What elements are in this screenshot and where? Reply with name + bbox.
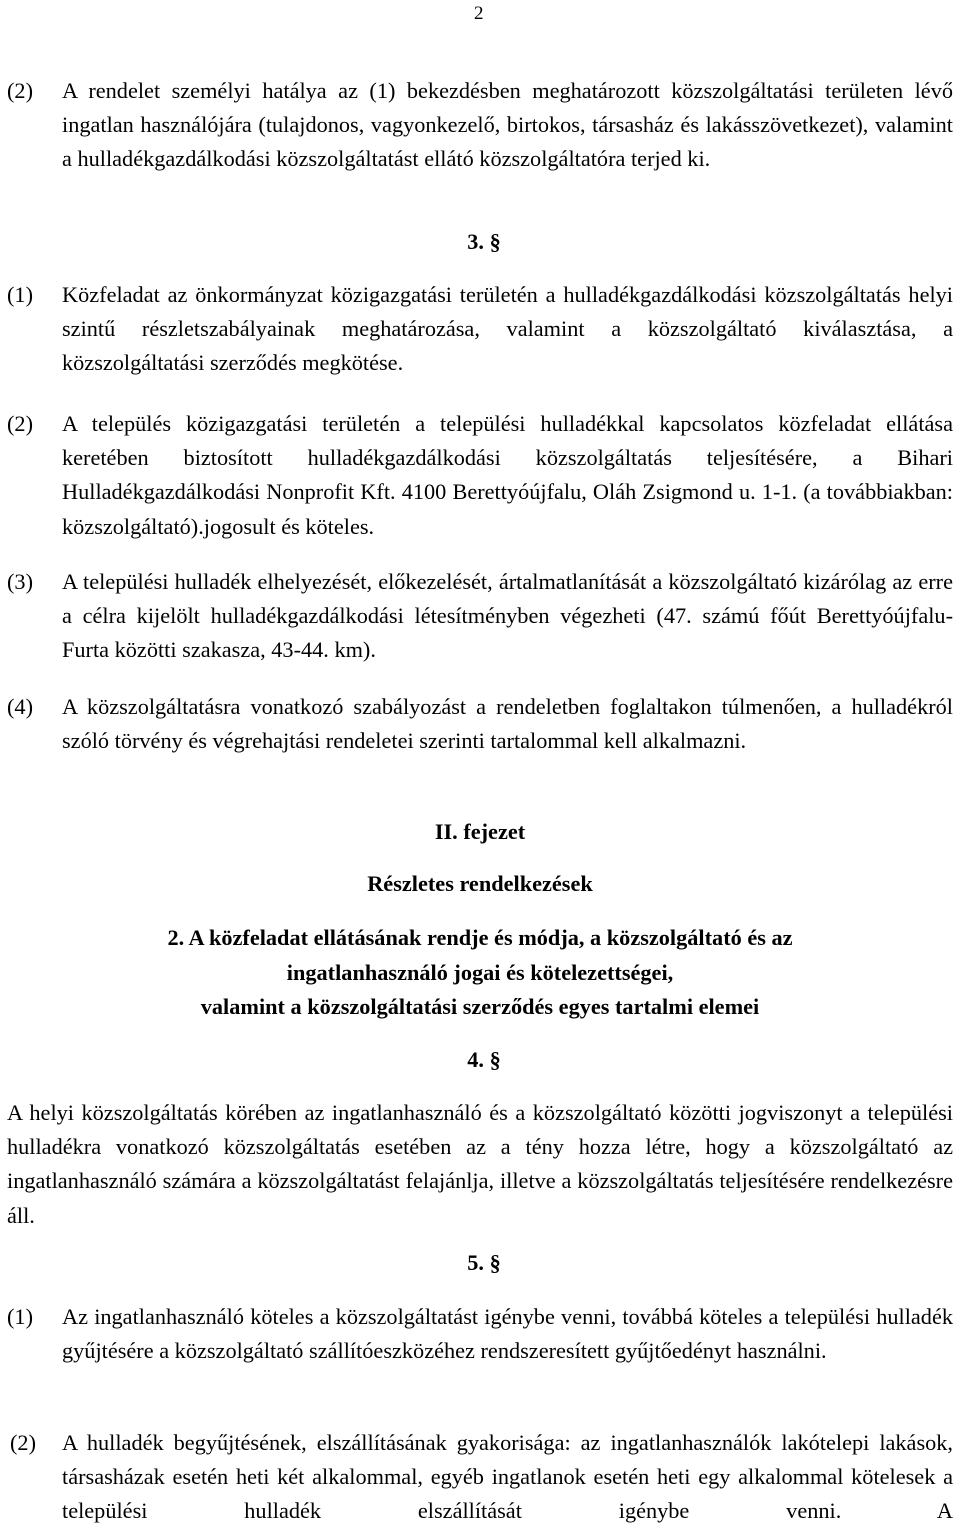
paragraph-number: (2): [7, 78, 33, 103]
paragraph-number: (1): [7, 282, 33, 307]
subtitle-line-3: valamint a közszolgáltatási szerződés egyes tartalmi elemei: [200, 994, 760, 1019]
paragraph-text: A települési hulladék elhelyezését, előkezelését, ártalmatlanítását a közszolgáltató kizárólag az erre a célra kijelölt hulladékgazdálkodási létesítményben végezheti (47. számú főút Berettyóújfalu-Furta közötti szakasza, 43-44. km).: [62, 569, 953, 663]
page-number: 2: [474, 3, 484, 24]
paragraph-3-2: [7, 407, 953, 544]
paragraph-text: A rendelet személyi hatálya az (1) bekezdésben meghatározott közszolgáltatási területen lévő ingatlan használójára (tulajdonos, vagyonkezelő, birtokos, társasház és lakásszövetkezet), valamint a hulladékgazdálkodási közszolgáltatást ellátó közszolgáltatóra terjed ki.: [62, 78, 953, 172]
paragraph-text: A közszolgáltatásra vonatkozó szabályozást a rendeletben foglaltakon túlmenően, a hulladékról szóló törvény és végrehajtási rendeletei szerinti tartalommal kell alkalmazni.: [62, 694, 953, 754]
paragraph-text: A hulladék begyűjtésének, elszállításának gyakorisága: az ingatlanhasználók lakótelepi lakások, társasházak esetén heti két alkalommal, egyéb ingatlanok esetén heti egy alkalommal kötelesek a települési hulladék elszállítását igénybe venni. A: [62, 1430, 953, 1524]
paragraph-2-2: [7, 74, 953, 177]
paragraph-number: (1): [7, 1304, 33, 1329]
section-3-heading: 3. §: [467, 229, 501, 254]
paragraph-3-3: [7, 565, 953, 668]
section-4-heading: 4. §: [467, 1047, 501, 1072]
paragraph-number: (3): [7, 569, 33, 594]
chapter-title: Részletes rendelkezések: [367, 871, 593, 896]
paragraph-3-1: [7, 278, 953, 381]
paragraph-text: Az ingatlanhasználó köteles a közszolgáltatást igénybe venni, továbbá köteles a települési hulladék gyűjtésére a közszolgáltató szállítóeszközéhez rendszeresített gyűjtőedényt használni.: [62, 1304, 953, 1364]
subtitle-line-1: 2. A közfeladat ellátásának rendje és módja, a közszolgáltató és az: [167, 925, 793, 950]
paragraph-number: (2): [7, 411, 33, 436]
paragraph-3-4: [7, 690, 953, 758]
paragraph-number: (4): [7, 694, 33, 719]
paragraph-text: Közfeladat az önkormányzat közigazgatási területén a hulladékgazdálkodási közszolgáltatás helyi szintű részletszabályainak meghatározása, valamint a közszolgáltató kiválasztása, a közszolgáltatási szerződés megkötése.: [62, 282, 953, 376]
paragraph-5-1: [7, 1300, 953, 1368]
paragraph-text: A település közigazgatási területén a települési hulladékkal kapcsolatos közfeladat ellátása keretében biztosított hulladékgazdálkodási közszolgáltatás teljesítésére, a Bihari Hulladékgazdálkodási Nonprofit Kft. 4100 Berettyóújfalu, Oláh Zsigmond u. 1-1. (a továbbiakban: közszolgáltató).jogosult és köteles.: [62, 411, 953, 539]
paragraph-4: A helyi közszolgáltatás körében az ingatlanhasználó és a közszolgáltató közötti jogviszonyt a települési hulladékra vonatkozó közszolgáltatás esetében az a tény hozza létre, hogy a közszolgáltató az ingatlanhasználó számára a közszolgáltatást felajánlja, illetve a közszolgáltatás teljesítésére rendelkezésre áll.: [7, 1100, 953, 1228]
paragraph-number: (2): [10, 1430, 36, 1455]
paragraph-5-2: [10, 1426, 953, 1529]
chapter-heading: II. fejezet: [434, 819, 526, 844]
section-5-heading: 5. §: [467, 1250, 501, 1275]
subtitle-line-2: ingatlanhasználó jogai és kötelezettségei,: [286, 960, 674, 985]
